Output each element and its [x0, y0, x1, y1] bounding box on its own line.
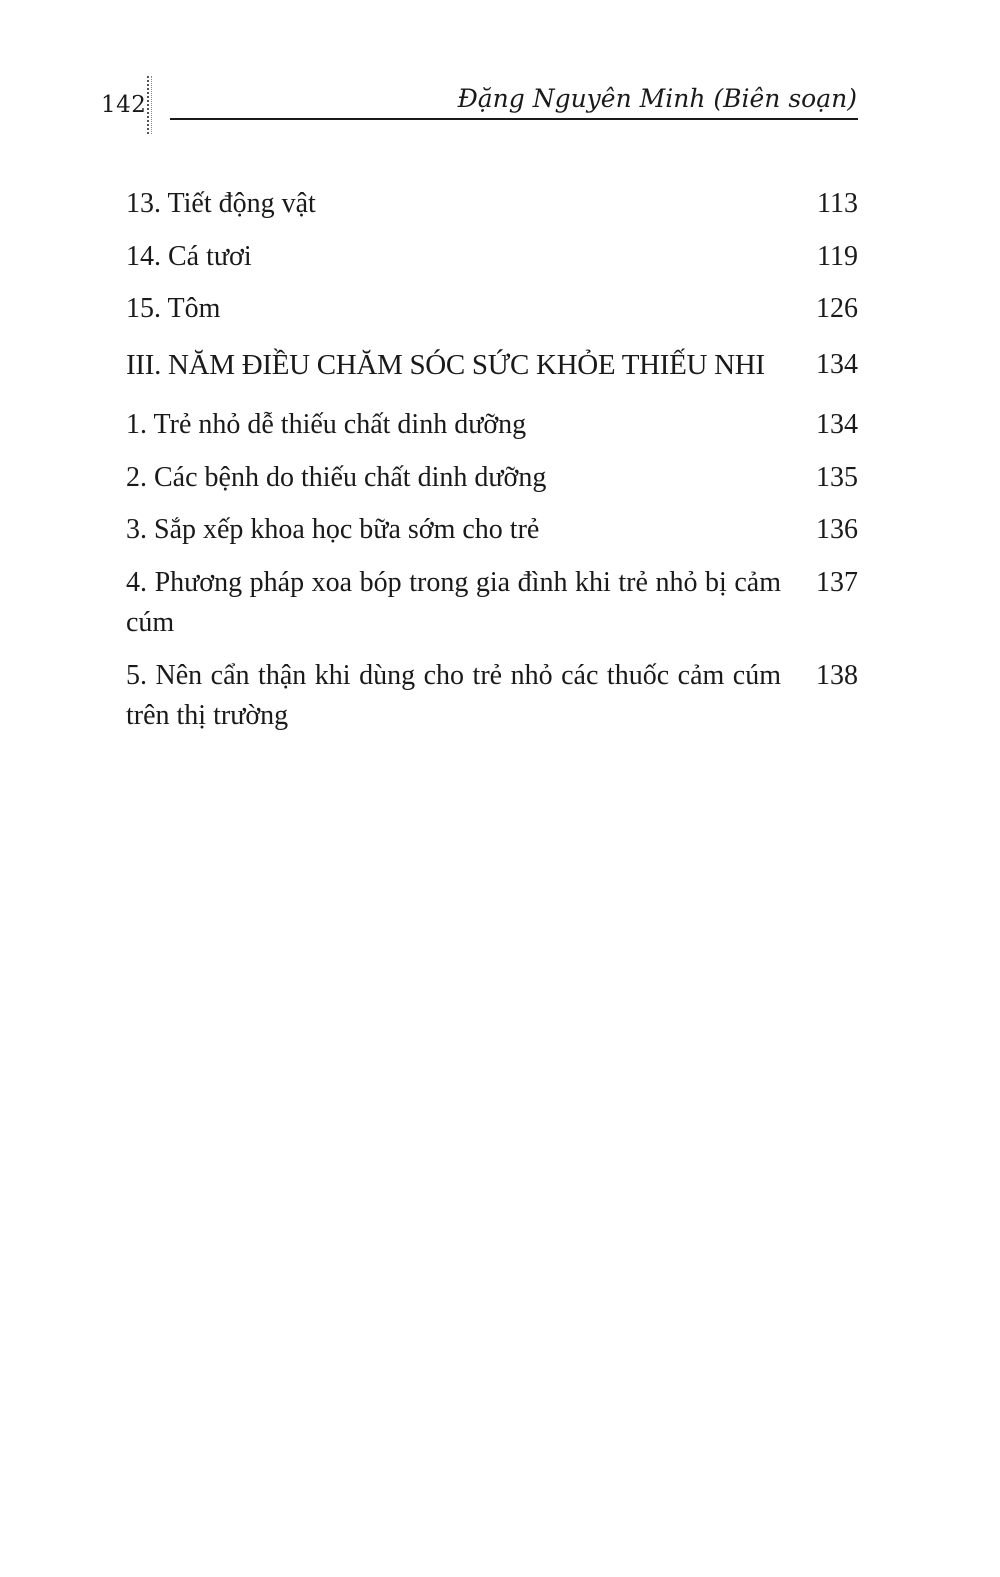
toc-entry: [126, 289, 858, 329]
toc-entry-page: 134: [816, 409, 858, 440]
toc-entry-label: 4. Phương pháp xoa bóp trong gia đình khi trẻ nhỏ bị cảm cúm: [126, 566, 781, 638]
toc-entry-page: 137: [816, 566, 858, 598]
running-title: Đặng Nguyên Minh (Biên soạn): [457, 84, 857, 113]
toc-entry-label: 13. Tiết động vật: [126, 188, 316, 219]
toc-section-heading: [126, 345, 858, 385]
page-number: 142: [101, 92, 147, 118]
toc-entry-label: 14. Cá tươi: [126, 240, 252, 272]
toc-entry: [126, 458, 858, 498]
toc-entry-page: 119: [817, 240, 858, 272]
toc-entry: [126, 184, 858, 224]
toc-section-label: III. NĂM ĐIỀU CHĂM SÓC SỨC KHỎE THIẾU NHI: [126, 349, 765, 381]
header-divider: [147, 76, 149, 134]
toc-entry-page: 135: [816, 461, 858, 493]
toc-entry: [126, 563, 858, 643]
toc-entry-page: 126: [816, 293, 858, 324]
toc-entry-page: 113: [817, 188, 858, 219]
toc-entry-label: 1. Trẻ nhỏ dễ thiếu chất dinh dưỡng: [126, 409, 527, 440]
toc-entry: [126, 405, 858, 445]
toc-entry-label: 2. Các bệnh do thiếu chất dinh dưỡng: [126, 461, 547, 493]
toc-entry-page: 138: [816, 659, 858, 691]
toc-entry-label: 15. Tôm: [126, 293, 221, 324]
toc-section-page: 134: [816, 349, 858, 380]
header-rule: [170, 118, 858, 120]
toc-entry-label: 5. Nên cẩn thận khi dùng cho trẻ nhỏ các thuốc cảm cúm trên thị trường: [126, 659, 781, 731]
toc-entry-label: 3. Sắp xếp khoa học bữa sớm cho trẻ: [126, 514, 540, 545]
toc-entry-page: 136: [816, 514, 858, 545]
toc-entry: [126, 237, 858, 277]
toc-entry: [126, 656, 858, 736]
table-of-contents: [126, 184, 858, 749]
toc-entry: [126, 510, 858, 550]
